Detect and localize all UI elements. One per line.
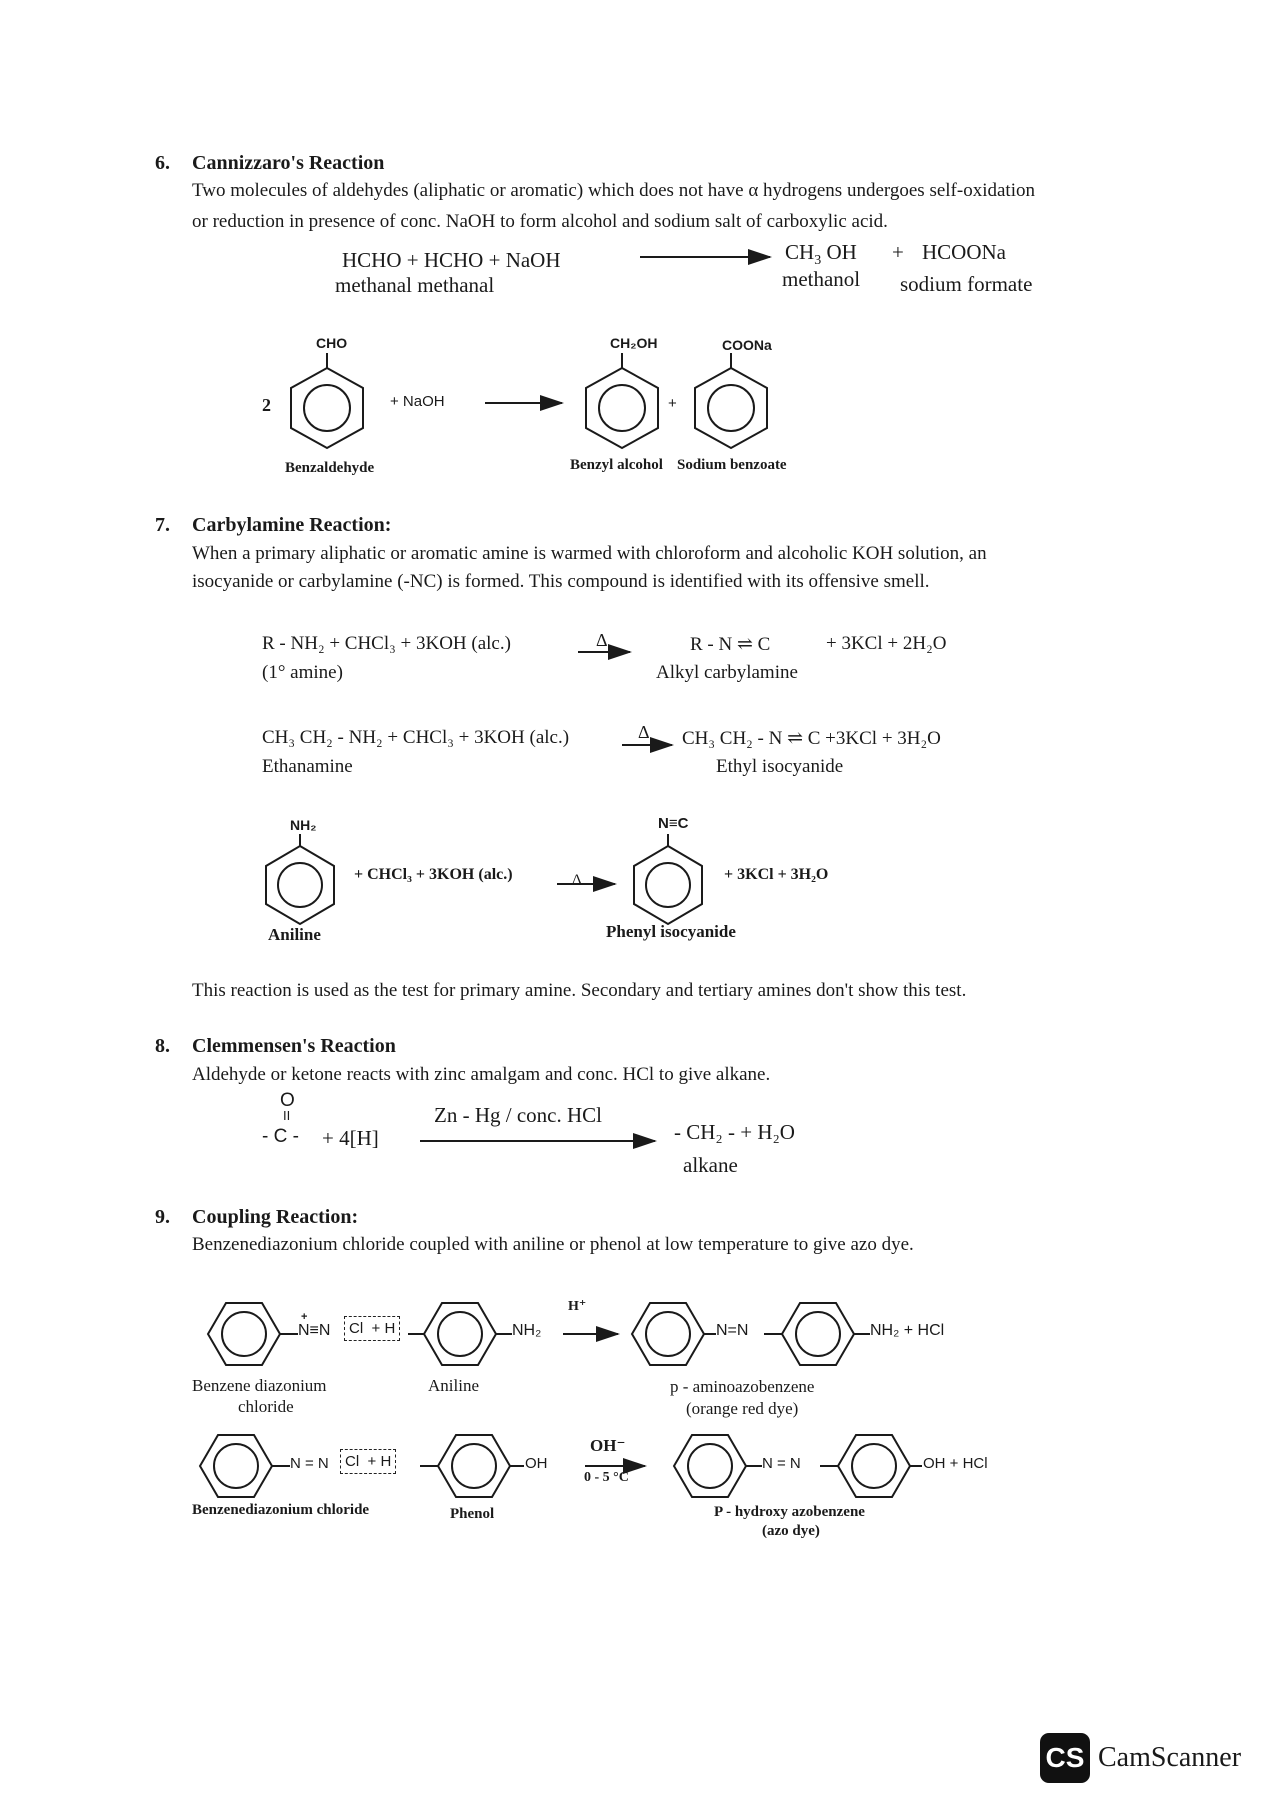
hydrogen: + H xyxy=(367,1453,392,1470)
arrow-label: OH⁻ xyxy=(590,1436,626,1455)
benzene-ring-diazonium xyxy=(208,1303,298,1365)
plus-sign: + xyxy=(668,395,677,412)
byproducts: + 3KCl + 3H₂O xyxy=(724,866,829,883)
positive-charge: + xyxy=(301,1311,308,1323)
benzene-ring-benzaldehyde xyxy=(291,353,363,448)
reactant-labels: methanal methanal xyxy=(335,273,495,297)
product-label: sodium formate xyxy=(900,272,1033,296)
compound-label: P - hydroxy azobenzene xyxy=(714,1504,865,1520)
compound-label: Aniline xyxy=(428,1376,479,1395)
coefficient: 2 xyxy=(262,395,271,415)
group-label: CHO xyxy=(316,335,348,351)
benzene-ring-azo-right xyxy=(764,1303,870,1365)
byproducts: + 3KCl + 2H₂O xyxy=(826,633,947,654)
section-description-line: isocyanide or carbylamine (-NC) is formed. This compound is identified with its offensive smell. xyxy=(192,571,930,592)
carbonyl-double-bond: II xyxy=(283,1108,291,1123)
equation-reactants: CH₃ CH₂ - NH₂ + CHCl₃ + 3KOH (alc.) xyxy=(262,727,570,748)
diazonium-group: N = N xyxy=(290,1455,329,1472)
compound-label: Phenol xyxy=(450,1506,495,1522)
product: R - N ⇌ C xyxy=(690,634,771,655)
arrow-label: Δ xyxy=(638,722,650,742)
reagents: + CHCl₃ + 3KOH (alc.) xyxy=(354,866,513,883)
section-title: Coupling Reaction: xyxy=(192,1206,359,1228)
product-group: OH + HCl xyxy=(923,1455,988,1472)
benzene-ring-aniline-coupling xyxy=(408,1303,512,1365)
benzene-ring-diazonium-2 xyxy=(200,1435,290,1497)
product-group: NH₂ + HCl xyxy=(870,1322,945,1339)
chloride: Cl xyxy=(349,1320,364,1337)
product-label: Alkyl carbylamine xyxy=(656,662,798,683)
compound-label: p - aminoazobenzene xyxy=(670,1377,815,1396)
benzene-ring-hydroxyazo-left xyxy=(674,1435,762,1497)
benzene-ring-hydroxyazo-right xyxy=(820,1435,922,1497)
section-description-line: Two molecules of aldehydes (aliphatic or aromatic) which does not have α hydrogens undergoes self-oxidation xyxy=(192,180,1035,201)
product-methanol: $CH_3$ OH xyxy=(785,240,857,269)
arrow-label: Δ xyxy=(596,630,608,650)
section-number: 8. xyxy=(155,1035,170,1057)
section-number: 9. xyxy=(155,1206,170,1228)
plus-sign: + xyxy=(892,240,904,264)
product-label: methanol xyxy=(782,267,861,291)
benzene-ring-sodium-benzoate xyxy=(695,353,767,448)
section-description-line: When a primary aliphatic or aromatic amine is warmed with chloroform and alcoholic KOH solution, an xyxy=(192,543,987,564)
group-label: CH₂OH xyxy=(610,335,658,351)
benzene-ring-benzyl-alcohol xyxy=(586,353,658,448)
azo-group: N=N xyxy=(716,1322,749,1339)
section-number: 7. xyxy=(155,514,170,536)
arrow-label: 0 - 5 °C xyxy=(584,1470,629,1485)
compound-label: Aniline xyxy=(268,925,321,944)
product-sodium-formate: HCOONa xyxy=(922,240,1006,264)
hydrogen: + H xyxy=(371,1320,396,1337)
arrow-label: Δ xyxy=(572,872,582,888)
compound-label: Benzaldehyde xyxy=(285,460,375,476)
equation-reactants: HCHO + HCHO + NaOH xyxy=(342,248,561,272)
reactant-label: (1° amine) xyxy=(262,662,343,683)
product-label: alkane xyxy=(683,1153,738,1177)
benzene-ring-phenol xyxy=(420,1435,524,1497)
compound-label: Phenyl isocyanide xyxy=(606,922,736,941)
products: CH₃ CH₂ - N ⇌ C +3KCl + 3H₂O xyxy=(682,728,941,749)
section-title: Carbylamine Reaction: xyxy=(192,514,392,536)
hydroxyl-group: OH xyxy=(525,1455,548,1472)
compound-label: Benzenediazonium chloride xyxy=(192,1502,370,1518)
compound-label: chloride xyxy=(238,1397,294,1416)
arrow-label: H⁺ xyxy=(568,1299,587,1314)
section-title: Cannizzaro's Reaction xyxy=(192,152,385,174)
azo-group: N = N xyxy=(762,1455,801,1472)
benzene-ring-phenyl-isocyanide xyxy=(634,834,702,924)
reagent: + 4[H] xyxy=(322,1126,379,1150)
section-description-line: Aldehyde or ketone reacts with zinc amalgam and conc. HCl to give alkane. xyxy=(192,1064,771,1085)
camscanner-logo: CS xyxy=(1040,1733,1090,1783)
section-description-line: or reduction in presence of conc. NaOH to form alcohol and sodium salt of carboxylic acid. xyxy=(192,211,888,232)
section-title: Clemmensen's Reaction xyxy=(192,1035,396,1057)
section-description-line: Benzenediazonium chloride coupled with aniline or phenol at low temperature to give azo dye. xyxy=(192,1234,914,1255)
equation-reactants: R - NH₂ + CHCl₃ + 3KOH (alc.) xyxy=(262,633,511,654)
compound-label: Sodium benzoate xyxy=(677,457,787,473)
compound-label: Benzyl alcohol xyxy=(570,457,663,473)
arrow-label: Zn - Hg / conc. HCl xyxy=(434,1103,602,1127)
leaving-group-box xyxy=(340,1449,396,1474)
camscanner-watermark: CamScanner xyxy=(1098,1742,1242,1773)
carbonyl-carbon: - C - xyxy=(262,1126,299,1147)
benzene-ring-aniline xyxy=(266,834,334,924)
section-note: This reaction is used as the test for primary amine. Secondary and tertiary amines don't show this test. xyxy=(192,980,967,1001)
product-label: Ethyl isocyanide xyxy=(716,756,844,777)
group-label: NH₂ xyxy=(290,817,317,833)
products: - CH₂ - + H₂O xyxy=(674,1120,795,1144)
benzene-ring-azo-left xyxy=(632,1303,716,1365)
reactant-label: Ethanamine xyxy=(262,756,353,777)
group-label: N≡C xyxy=(658,815,689,832)
amino-group: NH₂ xyxy=(512,1322,542,1339)
diazonium-group: N≡N xyxy=(298,1322,331,1339)
compound-label: (orange red dye) xyxy=(686,1399,799,1418)
reagent: + NaOH xyxy=(390,393,445,410)
carbonyl-oxygen: O xyxy=(280,1090,295,1111)
group-label: COONa xyxy=(722,337,772,353)
section-number: 6. xyxy=(155,152,170,174)
chloride: Cl xyxy=(345,1453,360,1470)
compound-label: Benzene diazonium xyxy=(192,1376,327,1395)
leaving-group-box xyxy=(344,1316,400,1341)
compound-label: (azo dye) xyxy=(762,1523,820,1539)
